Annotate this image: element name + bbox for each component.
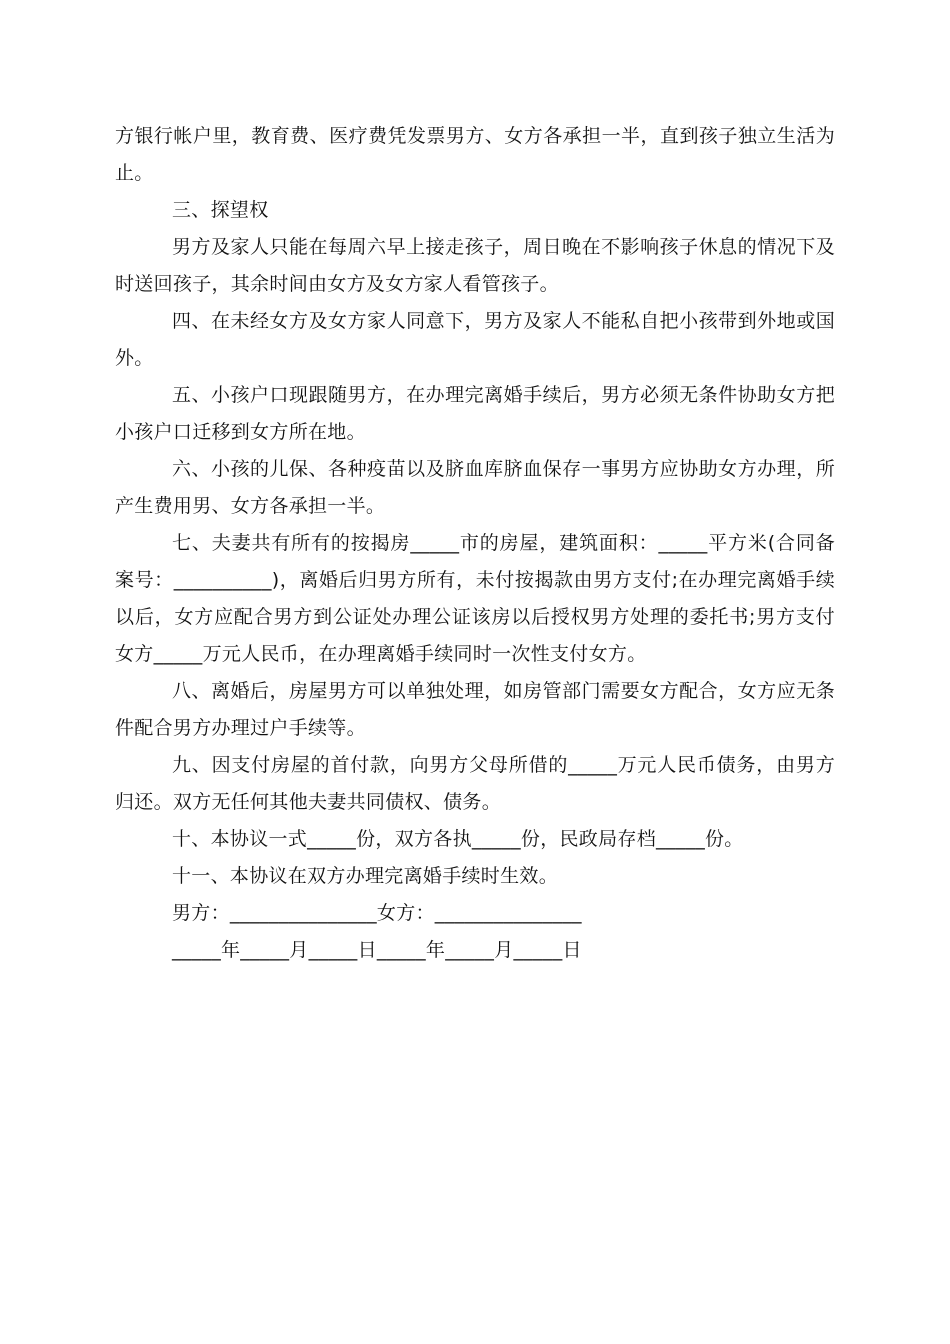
paragraph-clause-7: 七、夫妻共有所有的按揭房_____市的房屋，建筑面积：_____平方米(合同备案号：__________)，离婚后归男方所有，未付按揭款由男方支付;在办理完离婚手续以后，女方应配合男方到公证处办理公证该房以后授权男方处理的委托书;男方支付女方_____万元人民币，在办理离婚手续同时一次性支付女方。 [115,532,835,665]
paragraph-clause-4: 四、在未经女方及女方家人同意下，男方及家人不能私自把小孩带到外地或国外。 [115,310,835,369]
paragraph-visitation-terms: 男方及家人只能在每周六早上接走孩子，周日晚在不影响孩子休息的情况下及时送回孩子，其余时间由女方及女方家人看管孩子。 [115,236,835,295]
paragraph-clause-11: 十一、本协议在双方办理完离婚手续时生效。 [172,865,559,887]
paragraph-bank-account-expenses: 方银行帐户里，教育费、医疗费凭发票男方、女方各承担一半，直到孩子独立生活为止。 [115,125,835,184]
paragraph-clause-10: 十、本协议一式_____份，双方各执_____份，民政局存档_____份。 [172,828,744,850]
paragraph-clause-5: 五、小孩户口现跟随男方，在办理完离婚手续后，男方必须无条件协助女方把小孩户口迁移到女方所在地。 [115,384,835,443]
paragraph-clause-9: 九、因支付房屋的首付款，向男方父母所借的_____万元人民币债务，由男方归还。双方无任何其他夫妻共同债权、债务。 [115,754,835,813]
paragraph-clause-8: 八、离婚后，房屋男方可以单独处理，如房管部门需要女方配合，女方应无条件配合男方办理过户手续等。 [115,680,835,739]
signature-line: 男方：_______________女方：_______________ [172,902,582,924]
document-body [115,118,835,969]
date-line: _____年_____月_____日_____年_____月_____日 [172,939,582,961]
paragraph-clause-6: 六、小孩的儿保、各种疫苗以及脐血库脐血保存一事男方应协助女方办理，所产生费用男、女方各承担一半。 [115,458,835,517]
section-heading-visitation: 三、探望权 [172,199,269,221]
